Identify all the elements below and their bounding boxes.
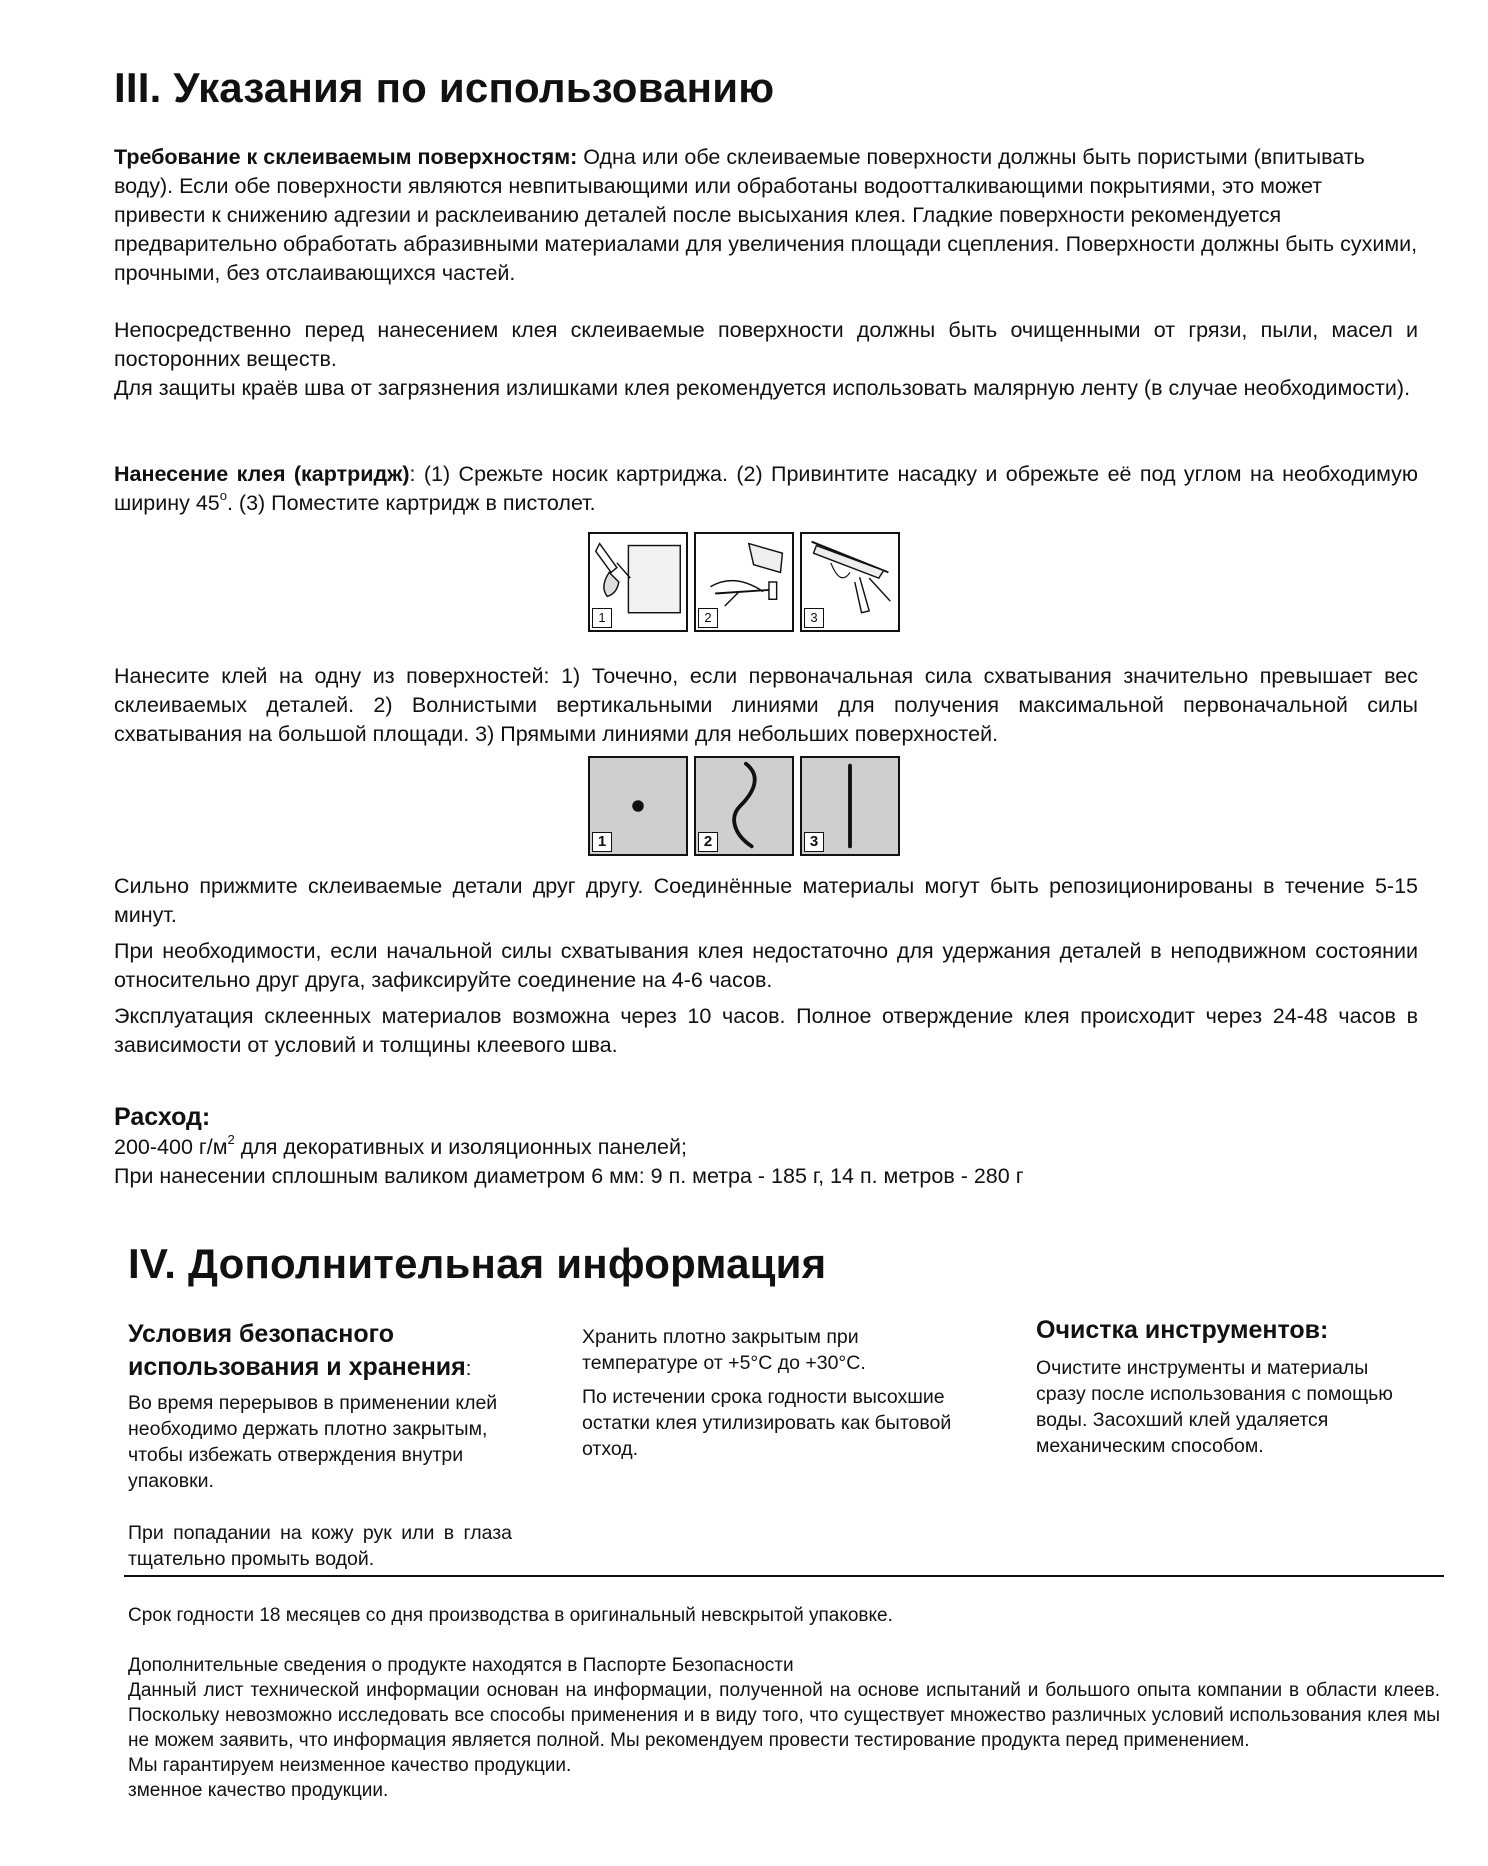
section-4-title: IV. Дополнительная информация bbox=[128, 1240, 827, 1287]
pattern-number: 1 bbox=[592, 832, 612, 852]
passport-text: Дополнительные сведения о продукте находятся в Паспорте Безопасности bbox=[128, 1655, 794, 1676]
pattern-dots bbox=[588, 756, 688, 856]
tools-column bbox=[1036, 1314, 1416, 1459]
storage-paragraph-2: По истечении срока годности высохшие остатки клея утилизировать как бытовой отход. bbox=[582, 1386, 952, 1460]
pattern-straight bbox=[800, 756, 900, 856]
cartridge-step-2 bbox=[694, 532, 794, 632]
surface-cleaning bbox=[114, 316, 1418, 403]
storage-column bbox=[582, 1324, 962, 1462]
degree-sup: o bbox=[219, 487, 227, 503]
application-patterns bbox=[114, 662, 1418, 749]
pattern-wavy bbox=[694, 756, 794, 856]
footer-divider bbox=[124, 1575, 1444, 1577]
squared-sup: 2 bbox=[227, 1131, 235, 1147]
cartridge-application-label: Нанесение клея (картридж) bbox=[114, 462, 410, 486]
safety-heading-colon: : bbox=[465, 1358, 472, 1380]
tools-heading: Очистка инструментов: bbox=[1036, 1316, 1329, 1344]
press-text: Сильно прижмите склеиваемые детали друг другу. Соединённые материалы могут быть репозиционированы в течение 5-15 минут. bbox=[114, 874, 1418, 927]
consumption-line-2: При нанесении сплошным валиком диаметром 6 мм: 9 п. метра - 185 г, 14 п. метров - 280 г bbox=[114, 1164, 1024, 1188]
safety-column bbox=[128, 1318, 512, 1572]
cartridge-application-text-2: . (3) Поместите картридж в пистолет. bbox=[226, 491, 596, 515]
footer-disclaimer bbox=[128, 1653, 1440, 1803]
cartridge-step-3 bbox=[800, 532, 900, 632]
cartridge-application-text-1: : (1) Срежьте носик картриджа. (2) Привинтите насадку и обрежьте её под углом на необходимую ширину 45 bbox=[114, 462, 1418, 515]
shelf-life-text: Срок годности 18 месяцев со дня производства в оригинальный невскрытой упаковке. bbox=[128, 1605, 893, 1626]
pattern-number: 3 bbox=[804, 832, 824, 852]
disclaimer-text: Данный лист технической информации основан на информации, полученной на основе испытаний и большого опыта компании в области клеев. Поскольку невозможно исследовать все способы применения и в виду того, что существует множество различных условий использования клея мы не можем заявить, что информация является полной. Мы рекомендуем провести тестирование продукта перед применением. bbox=[128, 1680, 1440, 1751]
surface-requirements-text: Одна или обе склеиваемые поверхности должны быть пористыми (впитывать воду). Если обе поверхности являются невпитывающими или обработаны водоотталкивающими покрытиями, это может привести к снижению адгезии и расклеиванию деталей после высыхания клея. Гладкие поверхности рекомендуется предварительно обработать абразивными материалами для увеличения площади сцепления. Поверхности должны быть сухими, прочными, без отслаивающихся частей. bbox=[114, 145, 1418, 285]
step-number: 3 bbox=[804, 608, 824, 628]
section-3-title: III. Указания по использованию bbox=[114, 64, 775, 111]
cartridge-steps-figure bbox=[588, 532, 900, 632]
masking-tape-text: Для защиты краёв шва от загрязнения излишками клея рекомендуется использовать малярную ленту (в случае необходимости). bbox=[114, 376, 1411, 400]
safety-paragraph-2: При попадании на кожу рук или в глаза тщательно промыть водой. bbox=[128, 1522, 512, 1570]
shelf-life bbox=[128, 1603, 1440, 1628]
consumption-label: Расход: bbox=[114, 1103, 211, 1131]
bead-patterns-figure bbox=[588, 756, 900, 856]
step-number: 1 bbox=[592, 608, 612, 628]
fixation-text: При необходимости, если начальной силы схватывания клея недостаточно для удержания деталей в неподвижном состоянии относительно друг друга, зафиксируйте соединение на 4-6 часов. bbox=[114, 939, 1418, 992]
guarantee-text: Мы гарантируем неизменное качество продукции. bbox=[128, 1755, 572, 1776]
guarantee-fragment-text: зменное качество продукции. bbox=[128, 1780, 389, 1801]
surface-requirements bbox=[114, 143, 1418, 288]
step-number: 2 bbox=[698, 608, 718, 628]
cartridge-step-1 bbox=[588, 532, 688, 632]
consumption bbox=[114, 1101, 1418, 1191]
consumption-line-1a: 200-400 г/м bbox=[114, 1135, 228, 1159]
curing-text: Эксплуатация склеенных материалов возможна через 10 часов. Полное отверждение клея происходит через 24-48 часов в зависимости от условий и толщины клеевого шва. bbox=[114, 1004, 1418, 1057]
tools-text: Очистите инструменты и материалы сразу после использования с помощью воды. Засохший клей удаляется механическим способом. bbox=[1036, 1357, 1393, 1457]
surface-cleaning-text: Непосредственно перед нанесением клея склеиваемые поверхности должны быть очищенными от грязи, пыли, масел и посторонних веществ. bbox=[114, 318, 1418, 371]
safety-heading: Условия безопасного использования и хранения bbox=[128, 1320, 466, 1381]
safety-paragraph-1: Во время перерывов в применении клей необходимо держать плотно закрытым, чтобы избежать отверждения внутри упаковки. bbox=[128, 1392, 498, 1492]
press-and-cure bbox=[114, 872, 1418, 1060]
cartridge-application bbox=[114, 460, 1418, 518]
pattern-number: 2 bbox=[698, 832, 718, 852]
application-patterns-text: Нанесите клей на одну из поверхностей: 1) Точечно, если первоначальная сила схватывания значительно превышает вес склеиваемых деталей. 2) Волнистыми вертикальными линиями для получения максимальной первоначальной силы схватывания на большой площади. 3) Прямыми линиями для небольших поверхностей. bbox=[114, 664, 1418, 746]
storage-paragraph-1: Хранить плотно закрытым при температуре от +5°C до +30°C. bbox=[582, 1326, 866, 1374]
surface-requirements-label: Требование к склеиваемым поверхностям: bbox=[114, 145, 578, 169]
consumption-line-1b: для декоративных и изоляционных панелей; bbox=[234, 1135, 687, 1159]
